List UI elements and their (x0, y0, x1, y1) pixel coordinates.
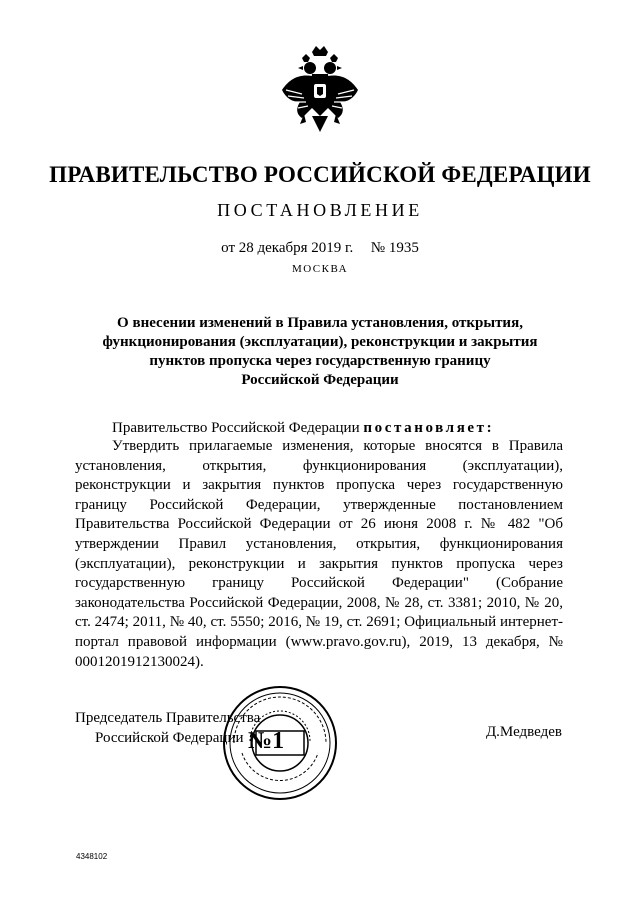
heading-line: функционирования (эксплуатации), реконструкции и закрытия (102, 334, 538, 350)
document-date: от 28 декабря 2019 г. (221, 240, 354, 256)
preamble (112, 420, 592, 437)
heading-line: О внесении изменений в Правила установления, открытия, (117, 315, 523, 331)
date-number-line (0, 240, 640, 257)
russian-coat-of-arms-icon (272, 44, 368, 140)
signatory-title-line2: Российской Федерации (95, 730, 244, 746)
signatory-name: Д.Медведев (485, 724, 562, 740)
stamp-number: №1 (248, 728, 285, 754)
body-paragraph: Утвердить прилагаемые изменения, которые вносятся в Правила установления, открытия, функционирования (эксплуатации), реконструкции и закрытия пунктов пропуска через государственную границу Российской Федерации, утвержденные постановлением Правительства Российской Федерации от 26 июня 2008 г. № 482 "Об утверждении Правил установления, открытия, функционирования (эксплуатации), реконструкции и закрытия пунктов пропуска через государственную границу Российской Федерации" (Собрание законодательства Российской Федерации, 2008, № 28, ст. 3381; 2010, № 20, ст. 2474; 2011, № 40, ст. 5550; 2016, № 19, ст. 2691; Официальный интернет-портал правовой информации (www.pravo.gov.ru), 2019, 13 декабря, № 0001201912130024). (75, 438, 563, 670)
number-label: № (370, 240, 386, 256)
heading-line: пунктов пропуска через государственную границу (149, 353, 491, 369)
document-number: 1935 (388, 240, 419, 256)
preamble-text: Правительство Российской Федерации (112, 420, 360, 436)
document-heading (80, 314, 560, 390)
document-type: ПОСТАНОВЛЕНИЕ (217, 200, 423, 220)
government-title: ПРАВИТЕЛЬСТВО РОССИЙСКОЙ ФЕДЕРАЦИИ (49, 162, 591, 187)
city: МОСКВА (291, 263, 349, 275)
preamble-decree-word: постановляет: (363, 420, 495, 436)
signatory-title-line1: Председатель Правительства (75, 710, 261, 726)
heading-line: Российской Федерации (241, 372, 399, 388)
document-code: 4348102 (76, 852, 108, 861)
